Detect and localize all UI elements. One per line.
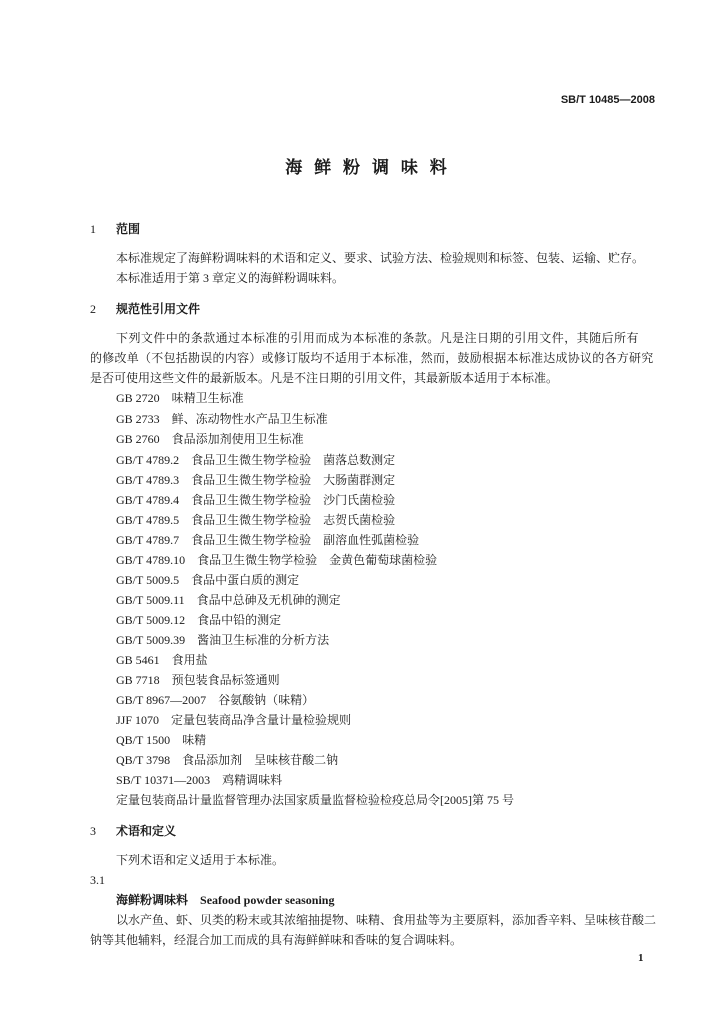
term-english: Seafood powder seasoning xyxy=(200,893,335,907)
section-1-title: 范围 xyxy=(116,222,141,236)
reference-title: 食品卫生微生物学检验 副溶血性弧菌检验 xyxy=(191,533,420,547)
clause-number: 3.1 xyxy=(90,873,105,887)
reference-code: SB/T 10371—2003 xyxy=(116,773,211,787)
definition-line-2: 钠等其他辅料，经混合加工而成的具有海鲜鲜味和香味的复合调味料。 xyxy=(90,933,463,947)
reference-title: 谷氨酸钠（味精） xyxy=(218,693,315,707)
reference-title: 食用盐 xyxy=(171,653,208,667)
section-1-number: 1 xyxy=(90,222,96,236)
reference-code: QB/T 1500 xyxy=(116,733,171,747)
term-heading xyxy=(116,890,334,910)
reference-code: GB/T 5009.11 xyxy=(116,593,185,607)
reference-item xyxy=(116,490,395,510)
reference-item xyxy=(116,730,206,750)
scope-line-2: 本标准适用于第 3 章定义的海鲜粉调味料。 xyxy=(116,271,345,285)
reference-title: 食品中铅的测定 xyxy=(197,613,282,627)
reference-item xyxy=(116,710,351,730)
standard-number: SB/T 10485—2008 xyxy=(560,94,655,106)
reference-code: GB/T 4789.4 xyxy=(116,493,180,507)
reference-code: GB 5461 xyxy=(116,653,160,667)
reference-code: GB/T 4789.7 xyxy=(116,533,180,547)
reference-title: 味精卫生标准 xyxy=(171,391,244,405)
section-3-number: 3 xyxy=(90,824,96,838)
reference-code: GB/T 5009.5 xyxy=(116,573,180,587)
references-intro-line-1: 下列文件中的条款通过本标准的引用而成为本标准的条款。凡是注日期的引用文件，其随后所有 xyxy=(116,331,639,345)
reference-title: 食品卫生微生物学检验 大肠菌群测定 xyxy=(191,473,396,487)
reference-code: GB 2720 xyxy=(116,391,160,405)
reference-code: GB 2760 xyxy=(116,432,160,446)
reference-code: GB/T 4789.5 xyxy=(116,513,180,527)
reference-regulation: 定量包装商品计量监督管理办法国家质量监督检验检疫总局令[2005]第 75 号 xyxy=(116,793,514,807)
term-chinese: 海鲜粉调味料 xyxy=(116,893,189,907)
reference-item xyxy=(116,530,419,550)
scope-line-1: 本标准规定了海鲜粉调味料的术语和定义、要求、试验方法、检验规则和标签、包装、运输、贮存。 xyxy=(116,251,645,265)
reference-title: 食品添加剂使用卫生标准 xyxy=(171,432,304,446)
section-2-number: 2 xyxy=(90,302,96,316)
reference-item xyxy=(116,550,437,570)
reference-title: 鸡精调味料 xyxy=(222,773,283,787)
reference-code: JJF 1070 xyxy=(116,713,160,727)
reference-title: 食品卫生微生物学检验 志贺氏菌检验 xyxy=(191,513,396,527)
section-2-title: 规范性引用文件 xyxy=(116,302,201,316)
reference-item xyxy=(116,590,341,610)
reference-code: GB/T 4789.2 xyxy=(116,453,180,467)
section-3-title: 术语和定义 xyxy=(116,824,177,838)
references-intro-line-2: 的修改单（不包括勘误的内容）或修订版均不适用于本标准，然而，鼓励根据本标准达成协议的各方研究 xyxy=(90,351,654,365)
reference-item xyxy=(116,388,244,408)
reference-title: 食品中蛋白质的测定 xyxy=(191,573,300,587)
reference-title: 酱油卫生标准的分析方法 xyxy=(197,633,330,647)
reference-code: GB 7718 xyxy=(116,673,160,687)
reference-item xyxy=(116,770,282,790)
reference-item xyxy=(116,670,280,690)
reference-code: GB/T 8967—2007 xyxy=(116,693,207,707)
reference-title: 食品卫生微生物学检验 沙门氏菌检验 xyxy=(191,493,396,507)
page-number: 1 xyxy=(638,952,644,964)
terms-intro: 下列术语和定义适用于本标准。 xyxy=(116,853,285,867)
document-title: 海 鲜 粉 调 味 料 xyxy=(285,158,450,178)
reference-item xyxy=(116,690,314,710)
reference-item xyxy=(116,470,395,490)
reference-title: 食品中总砷及无机砷的测定 xyxy=(196,593,341,607)
reference-title: 食品添加剂 呈味核苷酸二钠 xyxy=(182,753,339,767)
reference-item xyxy=(116,409,328,429)
reference-item xyxy=(116,750,338,770)
reference-code: GB/T 4789.10 xyxy=(116,553,186,567)
definition-line-1: 以水产鱼、虾、贝类的粉末或其浓缩抽提物、味精、食用盐等为主要原料，添加香辛料、呈味核苷酸二 xyxy=(116,913,657,927)
reference-item xyxy=(116,570,299,590)
reference-title: 鲜、冻动物性水产品卫生标准 xyxy=(171,412,328,426)
reference-title: 预包装食品标签通则 xyxy=(171,673,280,687)
reference-item xyxy=(116,610,281,630)
reference-item xyxy=(116,450,395,470)
reference-item xyxy=(116,650,208,670)
reference-title: 食品卫生微生物学检验 金黄色葡萄球菌检验 xyxy=(197,553,438,567)
reference-code: GB 2733 xyxy=(116,412,160,426)
reference-title: 定量包装商品净含量计量检验规则 xyxy=(171,713,352,727)
references-intro-line-3: 是否可使用这些文件的最新版本。凡是不注日期的引用文件，其最新版本适用于本标准。 xyxy=(90,371,559,385)
reference-item xyxy=(116,630,329,650)
reference-code: QB/T 3798 xyxy=(116,753,171,767)
reference-title: 味精 xyxy=(182,733,207,747)
reference-title: 食品卫生微生物学检验 菌落总数测定 xyxy=(191,453,396,467)
reference-item xyxy=(116,429,304,449)
reference-code: GB/T 5009.12 xyxy=(116,613,186,627)
reference-code: GB/T 4789.3 xyxy=(116,473,180,487)
reference-code: GB/T 5009.39 xyxy=(116,633,186,647)
reference-item xyxy=(116,510,395,530)
